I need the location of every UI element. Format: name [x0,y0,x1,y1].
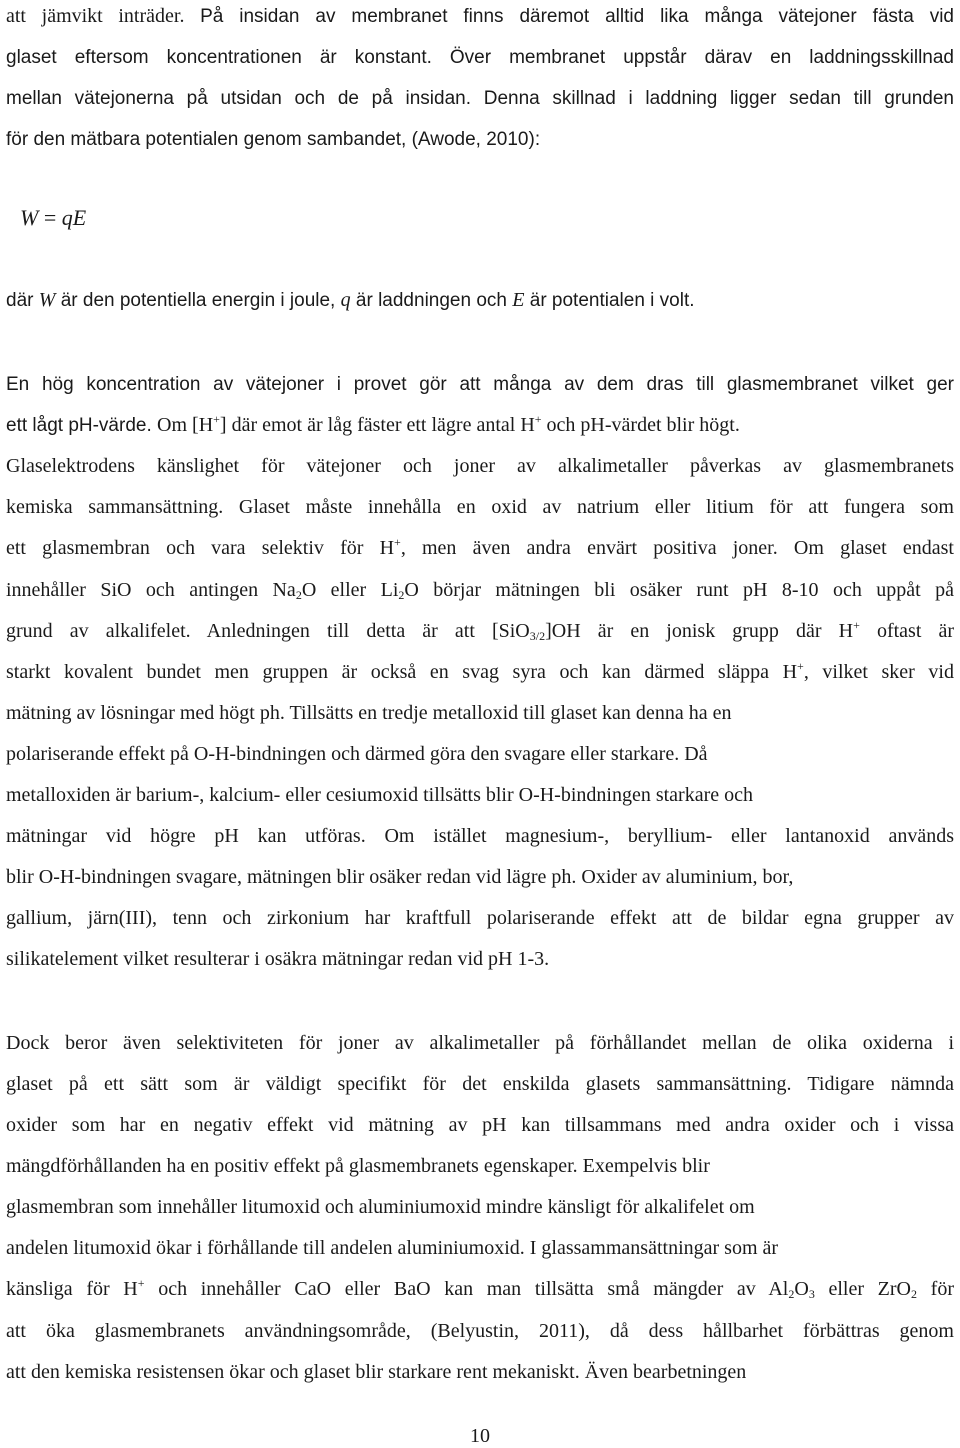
text-segment: ]OH är en jonisk grupp där H [545,620,854,642]
text-segment: oftast är [859,620,954,642]
text-segment: O [794,1278,809,1300]
text-line [6,906,954,930]
text-line [6,865,793,889]
text-segment: kemiska sammansättning. [6,496,239,518]
text-segment: ] där emot är låg fäster ett lägre antal H [219,414,535,436]
text-segment: glaset på ett sätt som är väldigt specifikt för det enskilda glasets sammansättning. [6,1073,808,1095]
equation-rhs: qE [61,205,87,230]
superscript: + [213,412,220,426]
text-segment: I glassammansättningar som är [529,1237,779,1259]
text-segment: mätningar vid högre pH kan utföras. [6,825,385,847]
text-segment: Exempelvis blir [582,1155,710,1177]
equation-lhs: W [20,205,39,230]
text-line [6,1236,778,1260]
text-segment: O eller Li [301,579,399,601]
text-segment: är potentialen i volt. [524,290,695,311]
text-line [6,1113,954,1137]
subscript: 2 [398,588,405,602]
text-line [6,536,954,560]
variable-symbol: E [512,289,525,311]
text-segment: starkt kovalent bundet men gruppen är också en svag syra och kan därmed släppa H [6,661,798,683]
text-line [6,288,695,313]
text-segment: mätning av lösningar med högt ph. [6,702,290,724]
subscript: 2 [295,588,302,602]
text-line [6,1360,746,1384]
text-segment: metalloxiden är barium-, kalcium- eller cesiumoxid tillsätts blir O-H-bindningen starkare och [6,784,754,806]
text-segment: polariserande effekt på O-H-bindningen och därmed göra den svagare eller starkare. [6,743,685,765]
text-segment: Om glaset endast [793,537,954,559]
text-segment: känsliga för H [6,1278,138,1300]
text-segment: Om [H [157,414,214,436]
text-line [6,1277,954,1301]
text-segment: oxider som har en negativ effekt vid mätning av pH kan tillsammans med andra oxider och i vissa [6,1114,954,1136]
subscript: 3 [808,1287,815,1301]
text-segment: och innehåller CaO eller BaO kan man tillsätta små mängder av Al [144,1278,789,1300]
text-line [6,742,708,766]
text-segment: Om istället magnesium-, beryllium- eller lantanoxid används [384,825,954,847]
superscript: + [137,1276,145,1290]
text-segment: Anledningen till detta är att [SiO [206,620,530,642]
text-segment: att öka glasmembranets användningsområde, (Belyustin, 2011), då dess hållbarhet förbättras genom [6,1320,954,1342]
text-segment: Även bearbetningen [584,1361,747,1383]
text-segment: mängdförhållanden ha en positiv effekt på glasmembranets egenskaper. [6,1155,583,1177]
text-segment: grund av alkalifelet. [6,620,207,642]
text-segment: mellan vätejonerna på utsidan och de på insidan. [6,88,484,109]
text-segment: och pH-värdet blir högt. [541,414,740,436]
text-segment: , vilket sker vid [803,661,954,683]
text-segment: är den potentiella energin i joule, [55,290,341,311]
subscript: 3/2 [529,629,546,643]
equation [20,205,86,231]
text-segment: för [917,1278,954,1300]
text-segment: En hög koncentration av vätejoner i provet gör att många av dem dras till glasmembranet vilket ger [6,374,954,395]
text-segment: glasmembran som innehåller litumoxid och aluminiumoxid mindre känsligt för alkalifelet om [6,1196,755,1218]
variable-symbol: q [340,289,351,311]
text-line [6,1195,755,1219]
text-segment: där [6,290,39,311]
text-segment: innehåller SiO och antingen Na [6,579,296,601]
text-line [6,578,954,602]
text-line [6,701,731,725]
text-segment: På insidan av membranet finns däremot alltid lika många vätejoner fästa vid [200,6,954,27]
text-line [6,372,954,397]
text-segment: gallium, järn(III), tenn och zirkonium har kraftfull polariserande effekt att de bildar egna grupper av [6,907,954,929]
text-segment: andelen litumoxid ökar i förhållande till andelen aluminiumoxid. [6,1237,530,1259]
text-line [6,783,753,807]
text-segment: Denna skillnad i laddning ligger sedan till grunden [483,88,954,109]
subscript: 2 [788,1287,795,1301]
text-line [6,660,954,684]
text-line [6,1072,954,1096]
text-segment: för den mätbara potentialen genom sambandet, (Awode, 2010): [6,129,541,150]
text-segment: Dock beror även selektiviteten för joner av alkalimetaller på förhållandet mellan de olika oxiderna i [6,1032,954,1054]
text-line [6,1154,710,1178]
text-line [6,454,954,478]
text-line [6,824,954,848]
text-segment: blir O-H-bindningen svagare, mätningen blir osäker redan vid lägre ph. [6,866,582,888]
text-line [6,495,954,519]
page-number: 10 [470,1425,490,1447]
text-segment: ett lågt pH-värde. [6,415,158,436]
text-line [6,947,549,971]
text-segment: Då [684,743,708,765]
superscript: + [534,412,542,426]
text-segment: eller ZrO [814,1278,911,1300]
text-segment: silikatelement vilket resulterar i osäkra mätningar redan vid pH 1-3. [6,948,550,970]
variable-symbol: W [38,289,56,311]
text-segment: ett glasmembran och vara selektiv för H [6,537,395,559]
superscript: + [853,618,860,632]
text-segment: Tillsätts en tredje metalloxid till glaset kan denna ha en [289,702,732,724]
equation-operator: = [38,205,62,230]
superscript: + [394,535,401,549]
text-line [6,127,540,152]
subscript: 2 [911,1287,917,1301]
text-segment: att den kemiska resistensen ökar och glaset blir starkare rent mekaniskt. [6,1361,585,1383]
text-segment: glaset eftersom koncentrationen är konstant. Över membranet uppstår därav en laddningsskillnad [6,47,954,68]
text-segment: Glaselektrodens känslighet för vätejoner och joner av alkalimetaller påverkas av glasmembranets [6,455,954,477]
text-segment: är laddningen och [350,290,513,311]
text-segment: att jämvikt inträder. [6,5,201,27]
text-line [6,4,954,29]
text-segment: Oxider av aluminium, bor, [581,866,794,888]
text-line [6,1031,954,1055]
text-line [6,619,954,643]
text-segment: Glaset måste innehålla en oxid av natrium eller litium för att fungera som [238,496,954,518]
text-line [6,413,740,438]
text-segment: , men även andra envärt positiva joner. [400,537,794,559]
superscript: + [797,659,804,673]
text-line [6,86,954,111]
text-segment: O börjar mätningen bli osäker runt pH 8-10 och uppåt på [404,579,954,601]
text-segment: Tidigare nämnda [807,1073,954,1095]
text-line [6,1319,954,1343]
text-line [6,45,954,70]
